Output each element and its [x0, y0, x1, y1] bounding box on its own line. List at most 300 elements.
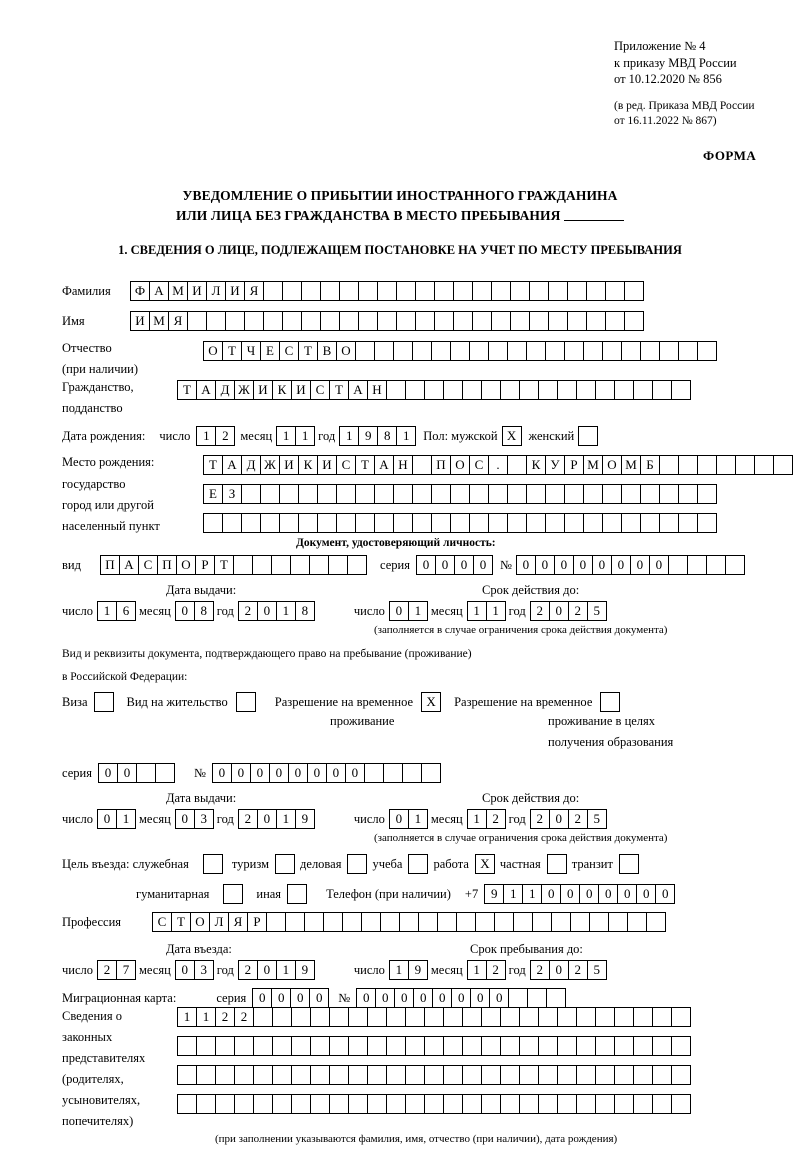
form-cell[interactable] — [206, 311, 226, 331]
form-cell[interactable] — [177, 1036, 197, 1056]
form-cell[interactable] — [253, 1065, 273, 1085]
form-cell[interactable] — [291, 1007, 311, 1027]
form-cell[interactable]: 1 — [97, 601, 117, 621]
birth-year-input[interactable] — [339, 426, 415, 446]
legal-rep-input-1[interactable] — [177, 1007, 690, 1027]
sex-female-checkbox[interactable] — [578, 426, 597, 446]
birthplace-input-3[interactable] — [203, 513, 716, 533]
form-cell[interactable] — [339, 281, 359, 301]
form-cell[interactable] — [203, 513, 223, 533]
form-cell[interactable] — [551, 912, 571, 932]
form-cell[interactable] — [462, 1036, 482, 1056]
doc-series-input[interactable] — [416, 555, 492, 575]
form-cell[interactable]: И — [187, 281, 207, 301]
form-cell[interactable] — [545, 341, 565, 361]
form-cell[interactable] — [291, 1065, 311, 1085]
form-cell[interactable]: 0 — [389, 809, 409, 829]
form-cell[interactable] — [260, 513, 280, 533]
purpose-work-checkbox[interactable] — [475, 854, 494, 874]
form-cell[interactable]: О — [203, 341, 223, 361]
form-cell[interactable]: 0 — [345, 763, 365, 783]
form-cell[interactable]: 0 — [257, 960, 277, 980]
form-cell[interactable] — [253, 1094, 273, 1114]
form-cell[interactable]: 0 — [389, 601, 409, 621]
form-cell[interactable] — [567, 311, 587, 331]
form-cell[interactable] — [659, 455, 679, 475]
form-cell[interactable] — [462, 380, 482, 400]
form-cell[interactable]: 1 — [486, 601, 506, 621]
form-cell[interactable] — [469, 484, 489, 504]
form-cell[interactable] — [481, 1065, 501, 1085]
form-cell[interactable]: 3 — [194, 960, 214, 980]
entry-month-input[interactable] — [175, 960, 213, 980]
form-cell[interactable]: 0 — [356, 988, 376, 1008]
form-cell[interactable] — [223, 884, 243, 904]
form-cell[interactable]: Н — [367, 380, 387, 400]
purpose-private-checkbox[interactable] — [547, 854, 566, 874]
form-cell[interactable] — [290, 555, 310, 575]
form-cell[interactable] — [282, 281, 302, 301]
form-cell[interactable]: 0 — [309, 988, 329, 1008]
form-cell[interactable] — [627, 912, 647, 932]
form-cell[interactable] — [339, 311, 359, 331]
form-cell[interactable] — [348, 1094, 368, 1114]
form-cell[interactable] — [640, 513, 660, 533]
form-cell[interactable] — [361, 912, 381, 932]
form-cell[interactable] — [434, 311, 454, 331]
form-cell[interactable] — [500, 1094, 520, 1114]
form-cell[interactable] — [155, 763, 175, 783]
form-cell[interactable] — [301, 281, 321, 301]
form-cell[interactable]: А — [222, 455, 242, 475]
form-cell[interactable] — [393, 513, 413, 533]
form-cell[interactable]: 0 — [435, 555, 455, 575]
form-cell[interactable] — [323, 912, 343, 932]
entry-year-input[interactable] — [238, 960, 314, 980]
stay-month-input[interactable] — [467, 960, 505, 980]
form-cell[interactable] — [545, 484, 565, 504]
form-cell[interactable] — [472, 311, 492, 331]
form-cell[interactable]: 0 — [549, 601, 569, 621]
form-cell[interactable] — [241, 513, 261, 533]
form-cell[interactable] — [367, 1036, 387, 1056]
form-cell[interactable] — [317, 513, 337, 533]
form-cell[interactable] — [586, 281, 606, 301]
form-cell[interactable] — [545, 513, 565, 533]
form-cell[interactable] — [241, 484, 261, 504]
form-cell[interactable]: 0 — [175, 601, 195, 621]
form-cell[interactable] — [285, 912, 305, 932]
form-cell[interactable] — [538, 1094, 558, 1114]
residence-permit-checkbox[interactable] — [236, 692, 255, 712]
form-cell[interactable]: А — [348, 380, 368, 400]
form-cell[interactable] — [431, 484, 451, 504]
permit-valid-day-input[interactable] — [389, 809, 427, 829]
form-cell[interactable] — [488, 513, 508, 533]
form-cell[interactable] — [507, 341, 527, 361]
form-cell[interactable] — [405, 1094, 425, 1114]
form-cell[interactable] — [621, 484, 641, 504]
form-cell[interactable] — [527, 988, 547, 1008]
form-cell[interactable]: Ж — [234, 380, 254, 400]
form-cell[interactable] — [671, 1007, 691, 1027]
form-cell[interactable] — [329, 1065, 349, 1085]
form-cell[interactable]: 1 — [276, 426, 296, 446]
form-cell[interactable] — [507, 455, 527, 475]
form-cell[interactable] — [633, 1036, 653, 1056]
form-cell[interactable]: С — [310, 380, 330, 400]
form-cell[interactable] — [310, 1065, 330, 1085]
form-cell[interactable]: А — [196, 380, 216, 400]
form-cell[interactable] — [310, 1007, 330, 1027]
form-cell[interactable]: 1 — [408, 809, 428, 829]
form-cell[interactable]: 2 — [215, 1007, 235, 1027]
form-cell[interactable] — [453, 311, 473, 331]
form-cell[interactable] — [252, 555, 272, 575]
form-cell[interactable] — [298, 484, 318, 504]
form-cell[interactable]: Е — [203, 484, 223, 504]
purpose-business-checkbox[interactable] — [347, 854, 366, 874]
form-cell[interactable] — [507, 513, 527, 533]
patronymic-input[interactable] — [203, 341, 716, 361]
form-cell[interactable] — [519, 1036, 539, 1056]
form-cell[interactable] — [583, 513, 603, 533]
birthplace-input-2[interactable] — [203, 484, 716, 504]
form-cell[interactable] — [374, 341, 394, 361]
form-cell[interactable]: 1 — [396, 426, 416, 446]
form-cell[interactable] — [567, 281, 587, 301]
form-cell[interactable]: . — [488, 455, 508, 475]
form-cell[interactable] — [279, 513, 299, 533]
form-cell[interactable]: 0 — [554, 555, 574, 575]
form-cell[interactable] — [576, 1036, 596, 1056]
form-cell[interactable] — [291, 1036, 311, 1056]
form-cell[interactable]: К — [526, 455, 546, 475]
form-cell[interactable] — [529, 281, 549, 301]
form-cell[interactable] — [633, 1007, 653, 1027]
form-cell[interactable] — [393, 484, 413, 504]
form-cell[interactable]: 7 — [116, 960, 136, 980]
form-cell[interactable] — [434, 281, 454, 301]
purpose-tourism-checkbox[interactable] — [275, 854, 294, 874]
form-cell[interactable]: Л — [206, 281, 226, 301]
form-cell[interactable]: 5 — [587, 960, 607, 980]
form-cell[interactable] — [329, 1094, 349, 1114]
form-cell[interactable] — [348, 1065, 368, 1085]
form-cell[interactable]: 0 — [307, 763, 327, 783]
form-cell[interactable]: 1 — [196, 1007, 216, 1027]
form-cell[interactable]: Т — [329, 380, 349, 400]
phone-input[interactable] — [484, 884, 674, 904]
form-cell[interactable]: 2 — [97, 960, 117, 980]
permit-series-input[interactable] — [98, 763, 174, 783]
citizenship-input[interactable] — [177, 380, 690, 400]
form-cell[interactable]: 2 — [215, 426, 235, 446]
form-cell[interactable]: О — [336, 341, 356, 361]
form-cell[interactable]: Б — [640, 455, 660, 475]
form-cell[interactable]: 1 — [503, 884, 523, 904]
form-cell[interactable] — [678, 341, 698, 361]
form-cell[interactable]: Т — [222, 341, 242, 361]
form-cell[interactable] — [519, 1065, 539, 1085]
permit-number-input[interactable] — [212, 763, 440, 783]
form-cell[interactable]: Д — [215, 380, 235, 400]
form-cell[interactable] — [260, 484, 280, 504]
form-cell[interactable] — [342, 912, 362, 932]
form-cell[interactable]: Р — [564, 455, 584, 475]
form-cell[interactable]: О — [450, 455, 470, 475]
form-cell[interactable] — [320, 281, 340, 301]
form-cell[interactable]: 0 — [98, 763, 118, 783]
form-cell[interactable]: 0 — [611, 555, 631, 575]
form-cell[interactable]: 0 — [117, 763, 137, 783]
form-cell[interactable] — [336, 484, 356, 504]
form-cell[interactable]: Р — [195, 555, 215, 575]
form-cell[interactable] — [538, 1065, 558, 1085]
form-cell[interactable] — [557, 380, 577, 400]
form-cell[interactable] — [358, 311, 378, 331]
form-cell[interactable] — [377, 281, 397, 301]
doc-issue-day-input[interactable] — [97, 601, 135, 621]
form-cell[interactable] — [488, 484, 508, 504]
form-cell[interactable] — [532, 912, 552, 932]
form-cell[interactable]: 0 — [326, 763, 346, 783]
form-cell[interactable] — [602, 484, 622, 504]
permit-issue-year-input[interactable] — [238, 809, 314, 829]
form-cell[interactable] — [564, 341, 584, 361]
form-cell[interactable] — [519, 380, 539, 400]
form-cell[interactable] — [621, 341, 641, 361]
form-cell[interactable] — [329, 1007, 349, 1027]
form-cell[interactable]: Я — [244, 281, 264, 301]
purpose-study-checkbox[interactable] — [408, 854, 427, 874]
form-cell[interactable]: А — [119, 555, 139, 575]
form-cell[interactable]: 1 — [408, 601, 428, 621]
form-cell[interactable]: М — [149, 311, 169, 331]
form-cell[interactable] — [177, 1065, 197, 1085]
migration-series-input[interactable] — [252, 988, 328, 1008]
form-cell[interactable]: И — [317, 455, 337, 475]
form-cell[interactable] — [678, 513, 698, 533]
form-cell[interactable]: 0 — [541, 884, 561, 904]
form-cell[interactable] — [526, 513, 546, 533]
form-cell[interactable]: З — [222, 484, 242, 504]
form-cell[interactable] — [538, 1007, 558, 1027]
form-cell[interactable]: 2 — [568, 809, 588, 829]
form-cell[interactable] — [421, 763, 441, 783]
form-cell[interactable] — [234, 1094, 254, 1114]
form-cell[interactable] — [393, 341, 413, 361]
form-cell[interactable] — [424, 380, 444, 400]
form-cell[interactable]: П — [100, 555, 120, 575]
form-cell[interactable]: Т — [171, 912, 191, 932]
form-cell[interactable] — [652, 1094, 672, 1114]
form-cell[interactable] — [298, 513, 318, 533]
form-cell[interactable] — [399, 912, 419, 932]
form-cell[interactable] — [203, 854, 223, 874]
form-cell[interactable]: X — [421, 692, 441, 712]
form-cell[interactable] — [431, 341, 451, 361]
form-cell[interactable]: 0 — [250, 763, 270, 783]
form-cell[interactable]: 9 — [408, 960, 428, 980]
form-cell[interactable] — [364, 763, 384, 783]
form-cell[interactable] — [538, 380, 558, 400]
form-cell[interactable] — [633, 1065, 653, 1085]
form-cell[interactable] — [453, 281, 473, 301]
form-cell[interactable] — [671, 1036, 691, 1056]
form-cell[interactable] — [557, 1036, 577, 1056]
form-cell[interactable]: 9 — [295, 960, 315, 980]
form-cell[interactable] — [443, 1065, 463, 1085]
form-cell[interactable] — [735, 455, 755, 475]
form-cell[interactable]: 5 — [587, 601, 607, 621]
form-cell[interactable] — [424, 1094, 444, 1114]
doc-valid-day-input[interactable] — [389, 601, 427, 621]
form-cell[interactable]: М — [583, 455, 603, 475]
form-cell[interactable] — [659, 513, 679, 533]
form-cell[interactable] — [348, 1036, 368, 1056]
form-cell[interactable] — [526, 341, 546, 361]
form-cell[interactable]: О — [602, 455, 622, 475]
form-cell[interactable] — [548, 281, 568, 301]
form-cell[interactable] — [608, 912, 628, 932]
form-cell[interactable] — [336, 513, 356, 533]
form-cell[interactable] — [304, 912, 324, 932]
form-cell[interactable] — [275, 854, 295, 874]
form-cell[interactable] — [443, 1007, 463, 1027]
form-cell[interactable]: 0 — [579, 884, 599, 904]
form-cell[interactable]: 0 — [290, 988, 310, 1008]
form-cell[interactable]: 2 — [530, 960, 550, 980]
form-cell[interactable] — [640, 484, 660, 504]
form-cell[interactable]: 1 — [116, 809, 136, 829]
permit-valid-month-input[interactable] — [467, 809, 505, 829]
form-cell[interactable]: Т — [355, 455, 375, 475]
form-cell[interactable] — [355, 513, 375, 533]
form-cell[interactable] — [576, 1094, 596, 1114]
doc-kind-input[interactable] — [100, 555, 366, 575]
form-cell[interactable] — [244, 311, 264, 331]
birthplace-input-1[interactable] — [203, 455, 792, 475]
form-cell[interactable]: Т — [214, 555, 234, 575]
form-cell[interactable] — [481, 1036, 501, 1056]
form-cell[interactable] — [462, 1065, 482, 1085]
form-cell[interactable] — [547, 854, 567, 874]
form-cell[interactable] — [576, 380, 596, 400]
doc-issue-year-input[interactable] — [238, 601, 314, 621]
form-cell[interactable]: 0 — [212, 763, 232, 783]
form-cell[interactable] — [614, 380, 634, 400]
edu-residence-checkbox[interactable] — [600, 692, 619, 712]
form-cell[interactable] — [576, 1007, 596, 1027]
form-cell[interactable] — [450, 513, 470, 533]
form-cell[interactable] — [621, 513, 641, 533]
form-cell[interactable] — [424, 1007, 444, 1027]
form-cell[interactable] — [652, 1007, 672, 1027]
form-cell[interactable]: 0 — [535, 555, 555, 575]
form-cell[interactable] — [405, 380, 425, 400]
name-input[interactable] — [130, 311, 643, 331]
form-cell[interactable] — [347, 854, 367, 874]
form-cell[interactable] — [291, 1094, 311, 1114]
form-cell[interactable]: 0 — [573, 555, 593, 575]
legal-rep-input-3[interactable] — [177, 1065, 690, 1085]
form-cell[interactable]: 2 — [486, 809, 506, 829]
form-cell[interactable] — [317, 484, 337, 504]
form-cell[interactable] — [266, 912, 286, 932]
form-cell[interactable]: 0 — [416, 555, 436, 575]
form-cell[interactable]: 1 — [177, 1007, 197, 1027]
form-cell[interactable] — [405, 1007, 425, 1027]
form-cell[interactable]: 9 — [358, 426, 378, 446]
form-cell[interactable] — [513, 912, 533, 932]
doc-valid-year-input[interactable] — [530, 601, 606, 621]
form-cell[interactable] — [589, 912, 609, 932]
form-cell[interactable] — [687, 555, 707, 575]
form-cell[interactable] — [386, 1007, 406, 1027]
form-cell[interactable]: 0 — [394, 988, 414, 1008]
form-cell[interactable] — [347, 555, 367, 575]
form-cell[interactable]: 3 — [194, 809, 214, 829]
form-cell[interactable] — [222, 513, 242, 533]
birth-day-input[interactable] — [196, 426, 234, 446]
form-cell[interactable]: П — [157, 555, 177, 575]
form-cell[interactable]: 0 — [630, 555, 650, 575]
form-cell[interactable]: 0 — [257, 809, 277, 829]
form-cell[interactable] — [412, 341, 432, 361]
form-cell[interactable] — [538, 1036, 558, 1056]
form-cell[interactable] — [510, 311, 530, 331]
form-cell[interactable] — [355, 484, 375, 504]
form-cell[interactable]: 0 — [473, 555, 493, 575]
form-cell[interactable] — [605, 281, 625, 301]
form-cell[interactable]: 8 — [194, 601, 214, 621]
form-cell[interactable] — [177, 1094, 197, 1114]
form-cell[interactable]: 2 — [568, 960, 588, 980]
form-cell[interactable] — [557, 1065, 577, 1085]
form-cell[interactable]: 2 — [530, 601, 550, 621]
form-cell[interactable]: И — [225, 281, 245, 301]
birth-month-input[interactable] — [276, 426, 314, 446]
form-cell[interactable] — [329, 1036, 349, 1056]
form-cell[interactable]: Д — [241, 455, 261, 475]
form-cell[interactable] — [272, 1007, 292, 1027]
form-cell[interactable]: 2 — [530, 809, 550, 829]
form-cell[interactable]: 1 — [467, 960, 487, 980]
form-cell[interactable]: М — [621, 455, 641, 475]
form-cell[interactable] — [450, 484, 470, 504]
form-cell[interactable] — [233, 555, 253, 575]
form-cell[interactable]: 0 — [269, 763, 289, 783]
form-cell[interactable]: 2 — [238, 960, 258, 980]
form-cell[interactable] — [595, 1065, 615, 1085]
form-cell[interactable] — [678, 484, 698, 504]
form-cell[interactable] — [614, 1065, 634, 1085]
form-cell[interactable] — [624, 311, 644, 331]
form-cell[interactable]: 0 — [231, 763, 251, 783]
form-cell[interactable] — [583, 484, 603, 504]
migration-number-input[interactable] — [356, 988, 565, 1008]
form-cell[interactable] — [510, 281, 530, 301]
form-cell[interactable]: А — [149, 281, 169, 301]
form-cell[interactable] — [716, 455, 736, 475]
form-cell[interactable] — [697, 513, 717, 533]
form-cell[interactable]: 1 — [467, 809, 487, 829]
form-cell[interactable] — [272, 1094, 292, 1114]
legal-rep-input-4[interactable] — [177, 1094, 690, 1114]
visa-checkbox[interactable] — [94, 692, 113, 712]
form-cell[interactable]: Е — [260, 341, 280, 361]
